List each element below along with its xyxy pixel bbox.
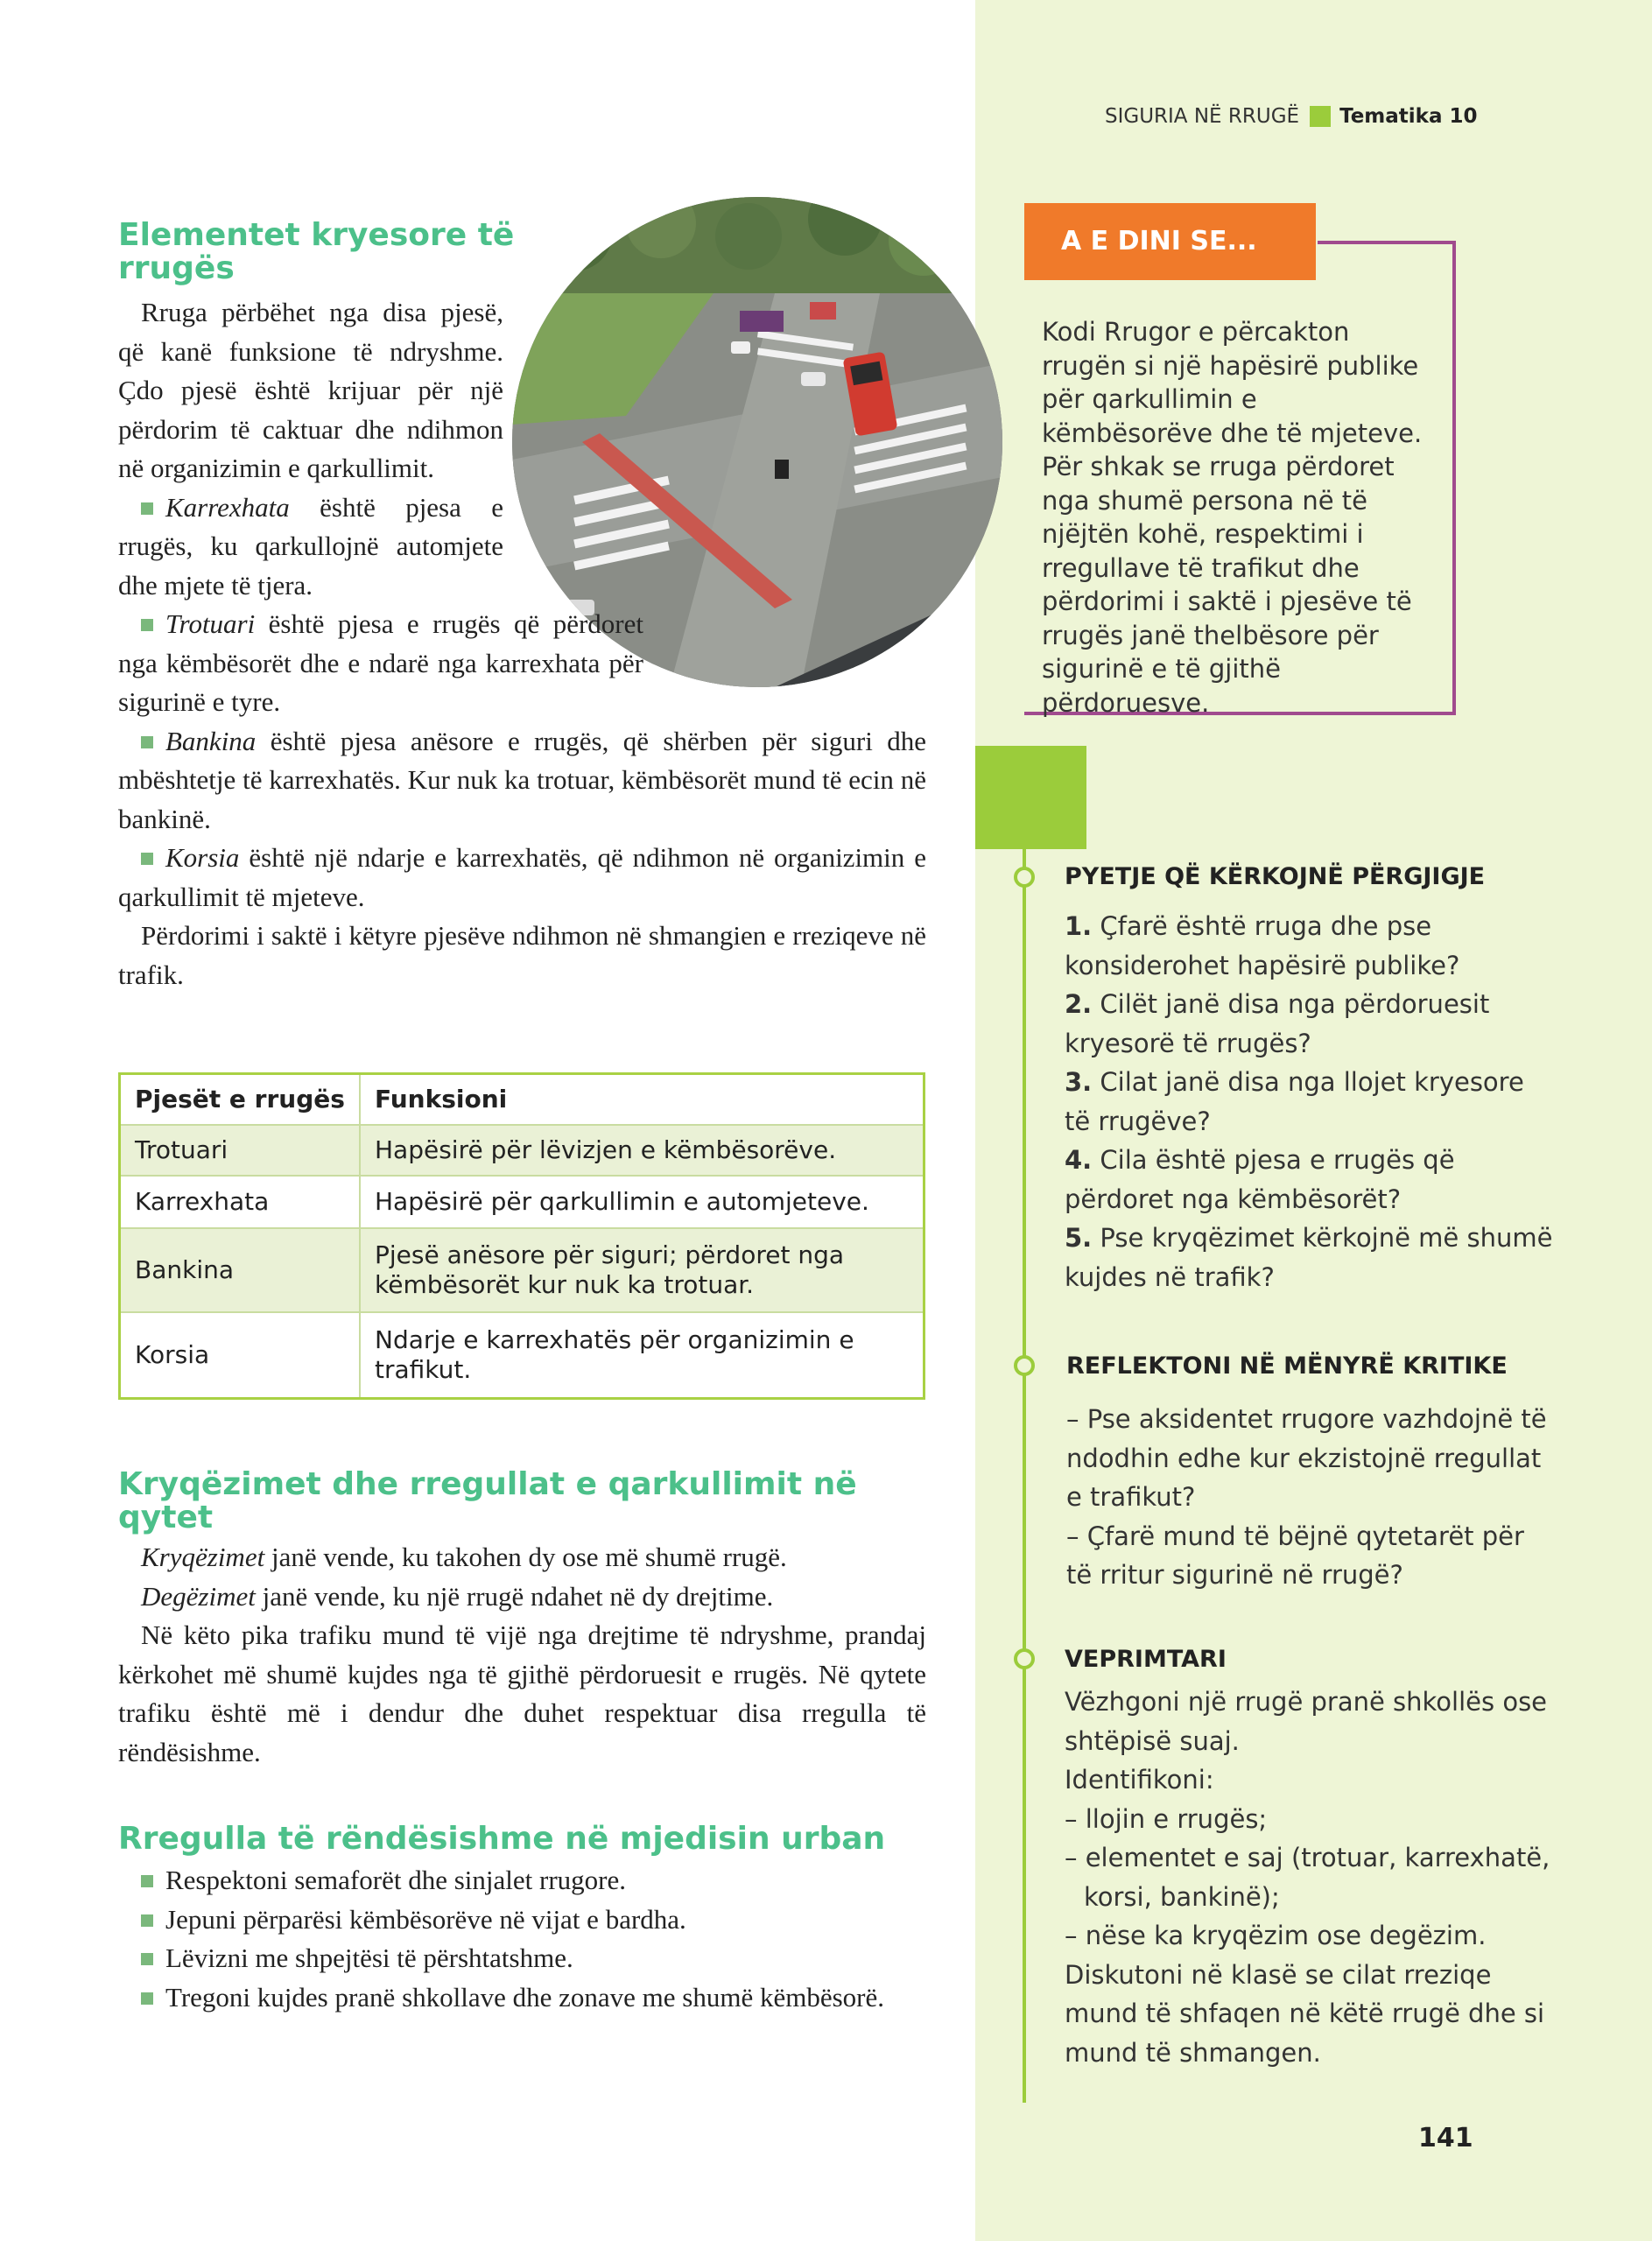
bullet-square-icon [141, 619, 153, 631]
heading-line: rrugës [118, 250, 235, 286]
question-number: 1. [1065, 911, 1093, 941]
bullet-square-icon [141, 1953, 153, 1965]
table-row [120, 1125, 924, 1176]
list-item [118, 1900, 926, 1940]
table-row [120, 1176, 924, 1228]
section-label: SIGURIA NË RRUGË [1105, 105, 1300, 128]
list-item-text: Tregoni kujdes pranë shkollave dhe zonave me shumë këmbësorë. [165, 1981, 885, 2013]
list-item-text: Respektoni semaforët dhe sinjalet rrugore. [165, 1865, 626, 1895]
heading-intersections [118, 1468, 906, 1535]
page-number: 141 [1418, 2123, 1473, 2153]
bullet-square-icon [141, 1992, 153, 2005]
bullet-square-icon [141, 502, 153, 515]
table-cell: Trotuari [120, 1125, 361, 1176]
list-item [118, 1861, 926, 1900]
timeline-dot-icon [1014, 1648, 1035, 1669]
urban-rules-list [118, 1861, 926, 2017]
bullet-square-icon [141, 736, 153, 748]
table-row [120, 1312, 924, 1398]
table-header-cell: Funksioni [360, 1074, 924, 1126]
term: Korsia [165, 842, 240, 873]
table-cell: Pjesë anësore për siguri; përdoret nga këmbësorët kur nuk ka trotuar. [360, 1228, 924, 1312]
info-box-title: A E DINI SE... [1024, 203, 1316, 280]
definition-karrexhata [118, 488, 503, 606]
timeline-line [1023, 849, 1026, 2103]
term: Trotuari [165, 608, 256, 639]
heading-line: Elementet kryesore të [118, 217, 515, 253]
bullet-square-icon [141, 1914, 153, 1927]
question-item [1065, 907, 1555, 985]
road-parts-table [118, 1072, 925, 1400]
timeline-dot-icon [1014, 1355, 1035, 1376]
questions-title: PYETJE QË KËRKOJNË PËRGJIGJE [1065, 863, 1486, 890]
term: Bankina [165, 725, 257, 756]
question-text: Cilët janë disa nga përdoruesit kryesorë të rrugës? [1065, 989, 1490, 1058]
question-number: 5. [1065, 1223, 1093, 1253]
activity-section [1065, 1683, 1555, 2072]
intro-section [118, 293, 926, 994]
heading-main-elements [118, 219, 556, 285]
question-text: Çfarë është rruga dhe pse konsiderohet hapësirë publike? [1065, 911, 1460, 980]
bullet-square-icon [141, 853, 153, 865]
term: Karrexhata [165, 491, 290, 523]
activity-closing: Diskutoni në klasë se cilat rreziqe mund të shfaqen në këtë rrugë dhe si mund të shmangen. [1065, 1959, 1545, 2068]
running-header [1105, 105, 1478, 128]
definition-korsia [118, 839, 926, 917]
list-item-text: Lëvizni me shpejtësi të përshtatshme. [165, 1942, 573, 1973]
decorative-green-block [975, 746, 1086, 849]
intersections-section [118, 1538, 926, 1772]
table-row [120, 1228, 924, 1312]
definition-text: është pjesa e rrugës që përdoret nga këmbësorët dhe e ndarë nga karrexhata për sigurinë e tyre. [118, 608, 643, 717]
list-item-text: Jepuni përparësi këmbësorëve në vijat e bardha. [165, 1903, 686, 1935]
table-cell: Hapësirë për qarkullimin e automjeteve. [360, 1176, 924, 1228]
intro-paragraph: Rruga përbëhet nga disa pjesë, që kanë funksione të ndryshme. Çdo pjesë është krijuar për një përdorim të caktuar dhe ndihmon në organizimin e qarkullimit. [118, 297, 503, 483]
reflect-list [1066, 1400, 1557, 1595]
table-cell: Bankina [120, 1228, 361, 1312]
definition-text: janë vende, ku takohen dy ose më shumë rrugë. [264, 1542, 787, 1572]
activity-item: – llojin e rrugës; [1065, 1803, 1268, 1834]
degezimet-paragraph [118, 1577, 926, 1617]
question-number: 3. [1065, 1067, 1093, 1097]
reflect-title: REFLEKTONI NË MËNYRË KRITIKE [1066, 1352, 1508, 1380]
question-item [1065, 1141, 1555, 1219]
reflect-item: – Çfarë mund të bëjnë qytetarët për të rritur sigurinë në rrugë? [1066, 1521, 1524, 1590]
question-item [1065, 1219, 1555, 1296]
kryqezimet-paragraph [118, 1538, 926, 1577]
definition-bankina [118, 722, 926, 839]
question-text: Pse kryqëzimet kërkojnë më shumë kujdes në trafik? [1065, 1223, 1553, 1292]
activity-intro: Vëzhgoni një rrugë pranë shkollës ose shtëpisë suaj. [1065, 1687, 1548, 1756]
closing-paragraph: Përdorimi i saktë i këtyre pjesëve ndihmon në shmangien e rreziqeve në trafik. [118, 920, 926, 990]
activity-title: VEPRIMTARI [1065, 1646, 1227, 1673]
table-cell: Korsia [120, 1312, 361, 1398]
question-text: Cilat janë disa nga llojet kryesore të rrugëve? [1065, 1067, 1524, 1136]
list-item [118, 1978, 926, 2018]
theme-label: Tematika 10 [1339, 105, 1478, 128]
table-header-row [120, 1074, 924, 1126]
term: Degëzimet [141, 1580, 256, 1612]
table-header-cell: Pjesët e rrugës [120, 1074, 361, 1126]
info-box-text: Kodi Rrugor e përcakton rrugën si një hapësirë publike për qarkullimin e këmbësorëve dhe të mjeteve. Për shkak se rruga përdoret nga shumë persona në të njëjtën kohë, respektimi i rregullave të trafikut dhe përdorimi i saktë i pjesëve të rrugës janë thelbësore për sigurinë e të gjithë përdoruesve. [1042, 317, 1423, 718]
heading-line: Kryqëzimet dhe rregullat e qarkullimit në [118, 1466, 857, 1502]
bullet-square-icon [141, 1875, 153, 1887]
activity-item: – elementet e saj (trotuar, karrexhatë, korsi, bankinë); [1065, 1843, 1550, 1912]
term: Kryqëzimet [141, 1542, 265, 1572]
table-cell: Karrexhata [120, 1176, 361, 1228]
definition-text: është pjesa anësore e rrugës, që shërben për siguri dhe mbështetje të karrexhatës. Kur nuk ka trotuar, këmbësorët mund të ecin në bankinë. [118, 725, 926, 834]
question-item [1065, 985, 1555, 1063]
question-number: 4. [1065, 1145, 1093, 1175]
reflect-item: – Pse aksidentet rrugore vazhdojnë të ndodhin edhe kur ekzistojnë rregullat e trafikut? [1066, 1404, 1547, 1512]
question-item [1065, 1063, 1555, 1141]
heading-urban-rules: Rregulla të rëndësishme në mjedisin urban [118, 1821, 886, 1857]
traffic-paragraph: Në këto pika trafiku mund të vijë nga drejtime të ndryshme, prandaj kërkohet më shumë kujdes nga të gjithë përdoruesit e rrugës. Në qytete trafiku është më i dendur dhe duhet respektuar disa rregulla të rëndësishme. [118, 1619, 926, 1767]
table-cell: Ndarje e karrexhatës për organizimin e trafikut. [360, 1312, 924, 1398]
header-square-icon [1310, 106, 1331, 127]
question-number: 2. [1065, 989, 1093, 1019]
activity-identify: Identifikoni: [1065, 1765, 1214, 1795]
definition-trotuari [118, 605, 643, 722]
definition-text: janë vende, ku një rrugë ndahet në dy drejtime. [255, 1580, 774, 1612]
timeline-dot-icon [1014, 867, 1035, 888]
question-text: Cila është pjesa e rrugës që përdoret nga këmbësorët? [1065, 1145, 1455, 1214]
list-item [118, 1939, 926, 1978]
definition-text: është një ndarje e karrexhatës, që ndihmon në organizimin e qarkullimit të mjeteve. [118, 842, 926, 912]
activity-item: – nëse ka kryqëzim ose degëzim. [1065, 1921, 1487, 1950]
questions-list [1065, 907, 1555, 1296]
table-cell: Hapësirë për lëvizjen e këmbësorëve. [360, 1125, 924, 1176]
heading-line: qytet [118, 1500, 214, 1535]
definition-text: është pjesa e rrugës, ku qarkullojnë automjete dhe mjete të tjera. [118, 491, 503, 601]
